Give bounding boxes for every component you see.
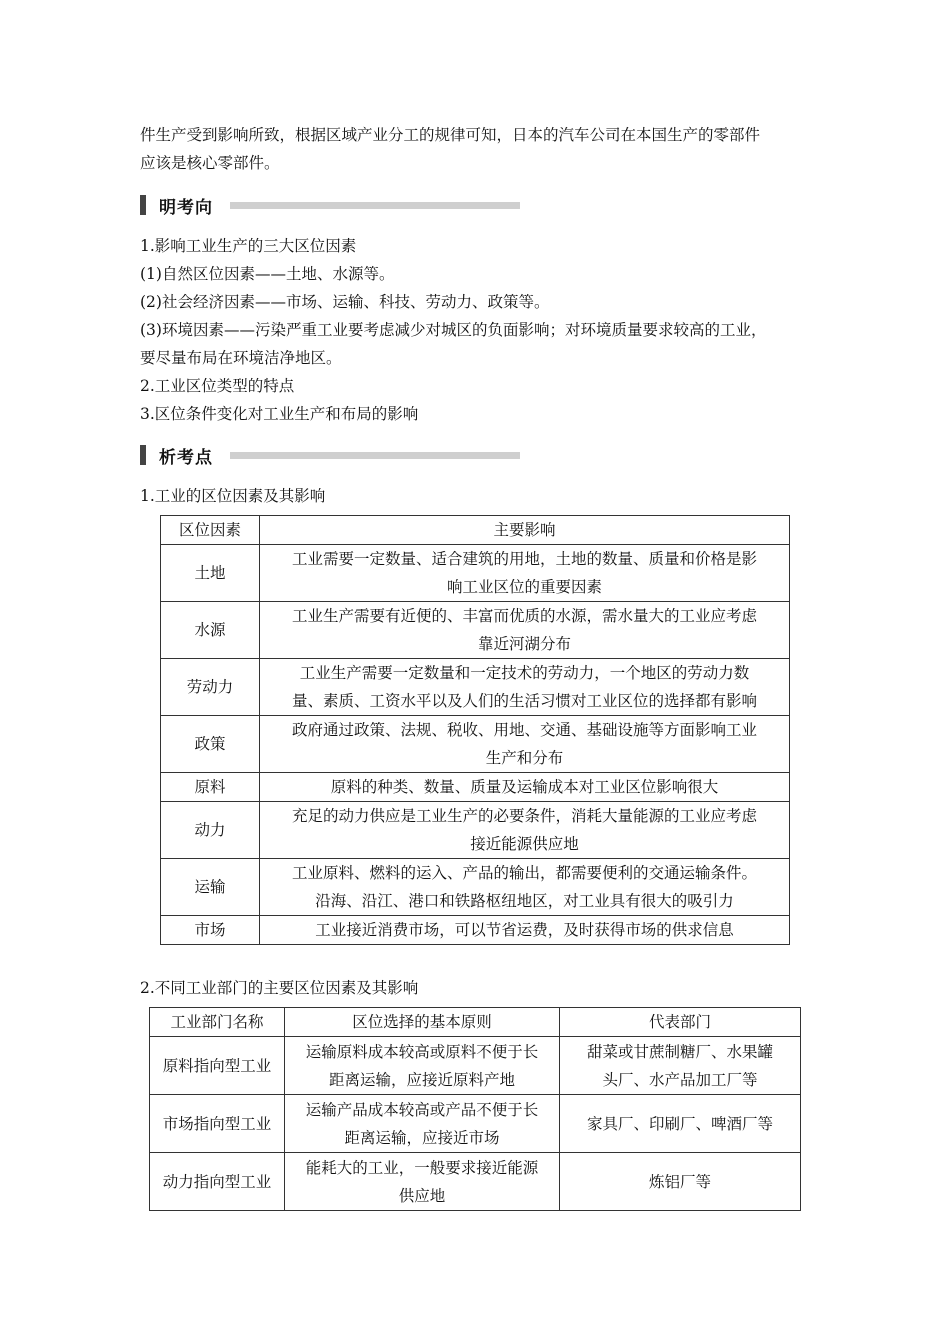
impact-cell [260, 659, 790, 716]
column-header: 主要影响 [260, 516, 790, 545]
table-row [150, 1037, 801, 1095]
principle-line: 距离运输，应接近原料产地 [328, 1070, 515, 1089]
impact-cell: 原料的种类、数量、质量及运输成本对工业区位影响很大 [260, 773, 790, 802]
section-title: 析考点 [159, 447, 213, 468]
table-row [161, 802, 790, 859]
principle-line: 能耗大的工业，一般要求接近能源 [305, 1158, 539, 1177]
representative-cell: 家具厂、印刷厂、啤酒厂等 [560, 1095, 801, 1153]
industry-orientation-table [149, 1007, 801, 1211]
industry-name-cell: 动力指向型工业 [150, 1153, 285, 1211]
section-divider [230, 202, 520, 209]
impact-cell [260, 859, 790, 916]
impact-line: 工业生产需要一定数量和一定技术的劳动力，一个地区的劳动力数 [299, 664, 750, 682]
impact-line: 生产和分布 [485, 749, 564, 767]
impact-line: 接近能源供应地 [470, 835, 579, 853]
factor-cell: 劳动力 [161, 659, 260, 716]
table-row [161, 773, 790, 802]
table-row [161, 859, 790, 916]
impact-cell [260, 545, 790, 602]
impact-line: 工业原料、燃料的运入、产品的输出，都需要便利的交通运输条件。 [291, 864, 757, 882]
table2-caption: 2.不同工业部门的主要区位因素及其影响 [140, 979, 419, 997]
column-header: 代表部门 [560, 1008, 801, 1037]
impact-cell: 工业接近消费市场，可以节省运费，及时获得市场的供求信息 [260, 916, 790, 945]
section-header-mingkaoxiang [140, 192, 213, 218]
impact-line: 工业生产需要有近便的、丰富而优质的水源，需水量大的工业应考虑 [291, 607, 757, 625]
factor-cell: 土地 [161, 545, 260, 602]
intro-line: 应该是核心零部件。 [140, 154, 280, 172]
industry-name-cell: 市场指向型工业 [150, 1095, 285, 1153]
factor-cell: 运输 [161, 859, 260, 916]
representative-line: 甜菜或甘蔗制糖厂、水果罐 [586, 1042, 773, 1061]
list-item: (3)环境因素——污染严重工业要考虑减少对城区的负面影响；对环境质量要求较高的工业， [140, 321, 767, 339]
factor-cell: 市场 [161, 916, 260, 945]
impact-line: 沿海、沿江、港口和铁路枢纽地区，对工业具有很大的吸引力 [315, 892, 734, 910]
impact-cell [260, 716, 790, 773]
intro-line: 件生产受到影响所致，根据区域产业分工的规律可知，日本的汽车公司在本国生产的零部件 [140, 126, 761, 144]
table-header-row [150, 1008, 801, 1037]
list-item: 要尽量布局在环境洁净地区。 [140, 349, 342, 367]
principle-line: 距离运输，应接近市场 [344, 1128, 500, 1147]
impact-line: 充足的动力供应是工业生产的必要条件，消耗大量能源的工业应考虑 [291, 807, 757, 825]
table-header-row [161, 516, 790, 545]
factor-cell: 水源 [161, 602, 260, 659]
factor-cell: 政策 [161, 716, 260, 773]
representative-cell [560, 1037, 801, 1095]
table-row [161, 545, 790, 602]
list-item: 2.工业区位类型的特点 [140, 377, 295, 395]
section-title: 明考向 [159, 197, 213, 218]
industry-name-cell: 原料指向型工业 [150, 1037, 285, 1095]
list-item: (1)自然区位因素——土地、水源等。 [140, 265, 395, 283]
table1-caption: 1.工业的区位因素及其影响 [140, 487, 326, 505]
principle-cell [285, 1037, 560, 1095]
table-row [161, 716, 790, 773]
list-item: 3.区位条件变化对工业生产和布局的影响 [140, 405, 419, 423]
column-header: 区位选择的基本原则 [285, 1008, 560, 1037]
factor-cell: 动力 [161, 802, 260, 859]
principle-cell [285, 1095, 560, 1153]
section-divider [230, 452, 520, 459]
impact-line: 工业需要一定数量、适合建筑的用地，土地的数量、质量和价格是影 [291, 550, 757, 568]
representative-cell: 炼铝厂等 [560, 1153, 801, 1211]
table-row [161, 659, 790, 716]
table-row [150, 1153, 801, 1211]
table-row [161, 916, 790, 945]
section-marker-bar [140, 445, 146, 465]
exam-points-list [140, 232, 830, 428]
impact-cell [260, 602, 790, 659]
representative-line: 头厂、水产品加工厂等 [602, 1070, 758, 1089]
location-factors-table [160, 515, 790, 945]
principle-line: 运输原料成本较高或原料不便于长 [305, 1042, 539, 1061]
list-item: (2)社会经济因素——市场、运输、科技、劳动力、政策等。 [140, 293, 550, 311]
impact-cell [260, 802, 790, 859]
section-marker-bar [140, 195, 146, 215]
principle-cell [285, 1153, 560, 1211]
section-header-xikaodian [140, 442, 213, 468]
table-row [161, 602, 790, 659]
intro-paragraph [140, 121, 820, 177]
principle-line: 运输产品成本较高或产品不便于长 [305, 1100, 539, 1119]
impact-line: 量、素质、工资水平以及人们的生活习惯对工业区位的选择都有影响 [291, 692, 757, 710]
impact-line: 靠近河湖分布 [477, 635, 571, 653]
principle-line: 供应地 [398, 1186, 446, 1205]
impact-line: 政府通过政策、法规、税收、用地、交通、基础设施等方面影响工业 [291, 721, 757, 739]
list-item: 1.影响工业生产的三大区位因素 [140, 237, 357, 255]
column-header: 区位因素 [161, 516, 260, 545]
table-row [150, 1095, 801, 1153]
impact-line: 响工业区位的重要因素 [446, 578, 602, 596]
column-header: 工业部门名称 [150, 1008, 285, 1037]
factor-cell: 原料 [161, 773, 260, 802]
